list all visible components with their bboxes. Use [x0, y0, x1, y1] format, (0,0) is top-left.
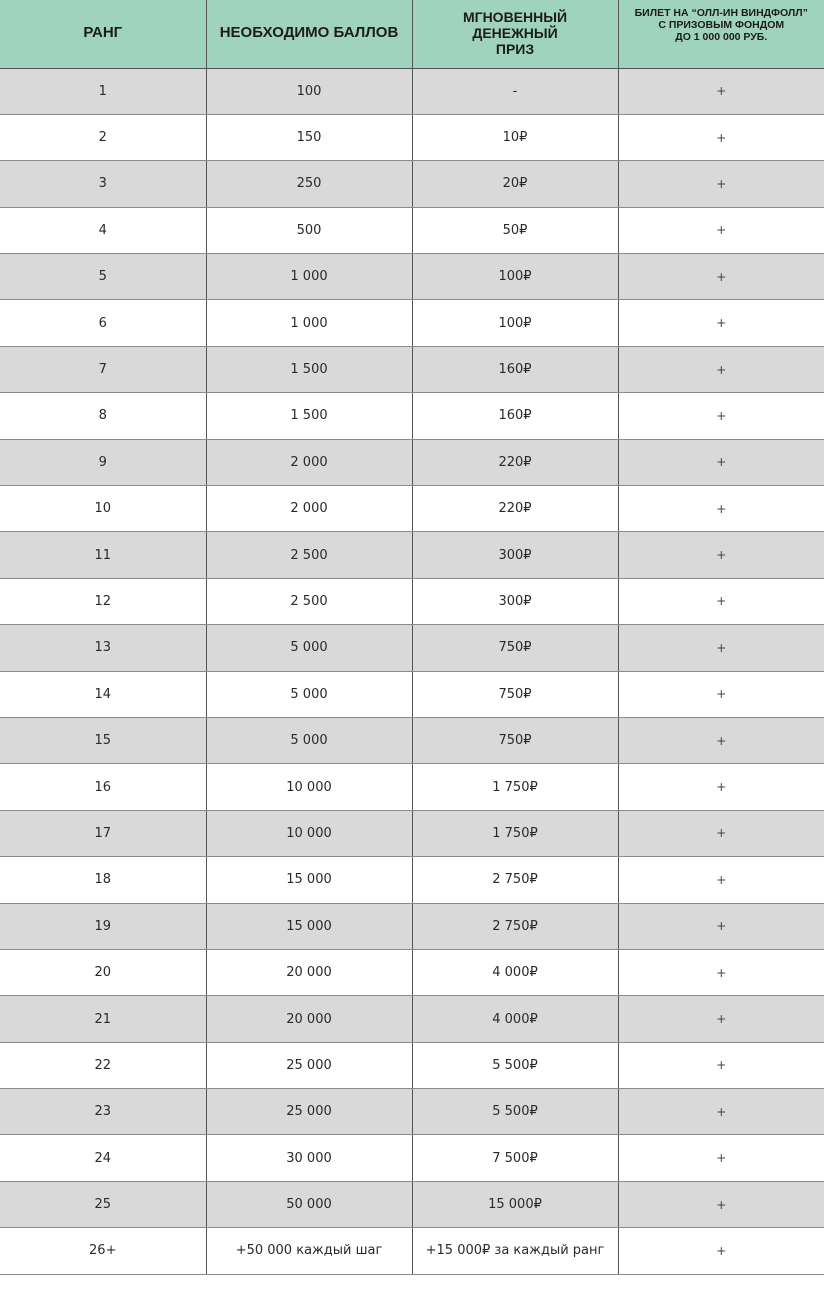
table-row [0, 1181, 824, 1227]
table-row [0, 161, 824, 207]
table-body [0, 68, 824, 1274]
header-row [0, 0, 824, 68]
table-row [0, 764, 824, 810]
table-header [0, 0, 824, 68]
rank-cell: 10 [0, 486, 206, 532]
table-row [0, 300, 824, 346]
table-row [0, 625, 824, 671]
table-row [0, 393, 824, 439]
header-instant-cash-prize [412, 0, 618, 68]
ticket-cell: + [618, 671, 824, 717]
table-row [0, 439, 824, 485]
prize-cell: - [412, 68, 618, 114]
table-row [0, 1042, 824, 1088]
points-cell: 20 000 [206, 949, 412, 995]
prize-cell: 100₽ [412, 254, 618, 300]
table-row [0, 114, 824, 160]
rank-cell: 19 [0, 903, 206, 949]
rank-cell: 1 [0, 68, 206, 114]
points-cell: 15 000 [206, 903, 412, 949]
ticket-cell: + [618, 486, 824, 532]
prize-cell: 2 750₽ [412, 857, 618, 903]
rank-cell: 18 [0, 857, 206, 903]
points-cell: +50 000 каждый шаг [206, 1228, 412, 1274]
table-row [0, 346, 824, 392]
points-cell: 50 000 [206, 1181, 412, 1227]
rank-cell: 9 [0, 439, 206, 485]
rank-cell: 24 [0, 1135, 206, 1181]
rank-cell: 22 [0, 1042, 206, 1088]
prize-cell: 750₽ [412, 625, 618, 671]
points-cell: 2 000 [206, 439, 412, 485]
rank-cell: 4 [0, 207, 206, 253]
prize-cell: 15 000₽ [412, 1181, 618, 1227]
prize-cell: 2 750₽ [412, 903, 618, 949]
prize-cell: 300₽ [412, 532, 618, 578]
points-cell: 250 [206, 161, 412, 207]
points-cell: 5 000 [206, 625, 412, 671]
table-row [0, 68, 824, 114]
ticket-cell: + [618, 1089, 824, 1135]
points-cell: 1 000 [206, 300, 412, 346]
ticket-cell: + [618, 625, 824, 671]
table-row [0, 857, 824, 903]
ticket-cell: + [618, 532, 824, 578]
ticket-cell: + [618, 717, 824, 763]
table-row [0, 1228, 824, 1274]
prize-cell: 750₽ [412, 717, 618, 763]
ticket-cell: + [618, 300, 824, 346]
prize-cell: 5 500₽ [412, 1042, 618, 1088]
rank-cell: 7 [0, 346, 206, 392]
rank-cell: 23 [0, 1089, 206, 1135]
prize-cell: 220₽ [412, 486, 618, 532]
prize-cell: 5 500₽ [412, 1089, 618, 1135]
rank-cell: 13 [0, 625, 206, 671]
points-cell: 25 000 [206, 1042, 412, 1088]
header-points-required: НЕОБХОДИМО БАЛЛОВ [206, 0, 412, 68]
ticket-cell: + [618, 578, 824, 624]
table-row [0, 532, 824, 578]
table-row [0, 671, 824, 717]
prize-cell: 50₽ [412, 207, 618, 253]
points-cell: 10 000 [206, 810, 412, 856]
points-cell: 1 000 [206, 254, 412, 300]
table-row [0, 486, 824, 532]
ticket-cell: + [618, 996, 824, 1042]
ticket-cell: + [618, 393, 824, 439]
prize-cell: 300₽ [412, 578, 618, 624]
header-ticket-line: ДО 1 000 000 РУБ. [675, 30, 768, 43]
rank-cell: 14 [0, 671, 206, 717]
prize-cell: 160₽ [412, 346, 618, 392]
rank-cell: 5 [0, 254, 206, 300]
rank-cell: 15 [0, 717, 206, 763]
ticket-cell: + [618, 68, 824, 114]
ticket-cell: + [618, 764, 824, 810]
rank-cell: 6 [0, 300, 206, 346]
prize-cell: 100₽ [412, 300, 618, 346]
ticket-cell: + [618, 346, 824, 392]
header-rank: РАНГ [0, 0, 206, 68]
prize-cell: 4 000₽ [412, 996, 618, 1042]
prize-cell: +15 000₽ за каждый ранг [412, 1228, 618, 1274]
prize-cell: 20₽ [412, 161, 618, 207]
rank-cell: 11 [0, 532, 206, 578]
prize-cell: 1 750₽ [412, 764, 618, 810]
ticket-cell: + [618, 1042, 824, 1088]
table-row [0, 1135, 824, 1181]
table-row [0, 810, 824, 856]
ticket-cell: + [618, 1228, 824, 1274]
rank-cell: 16 [0, 764, 206, 810]
ticket-cell: + [618, 903, 824, 949]
prize-cell: 220₽ [412, 439, 618, 485]
ticket-cell: + [618, 857, 824, 903]
points-cell: 2 000 [206, 486, 412, 532]
rank-cell: 2 [0, 114, 206, 160]
ticket-cell: + [618, 254, 824, 300]
rank-cell: 21 [0, 996, 206, 1042]
ticket-cell: + [618, 949, 824, 995]
ticket-cell: + [618, 810, 824, 856]
table-row [0, 254, 824, 300]
rank-cell: 8 [0, 393, 206, 439]
table-row [0, 1089, 824, 1135]
points-cell: 15 000 [206, 857, 412, 903]
prize-cell: 1 750₽ [412, 810, 618, 856]
ticket-cell: + [618, 161, 824, 207]
rank-cell: 26+ [0, 1228, 206, 1274]
rank-cell: 17 [0, 810, 206, 856]
rank-cell: 20 [0, 949, 206, 995]
points-cell: 100 [206, 68, 412, 114]
table-row [0, 717, 824, 763]
table-row [0, 903, 824, 949]
table-row [0, 996, 824, 1042]
ticket-cell: + [618, 1135, 824, 1181]
points-cell: 1 500 [206, 393, 412, 439]
header-prize-line: ПРИЗ [495, 40, 535, 57]
header-ticket-line: С ПРИЗОВЫМ ФОНДОМ [658, 18, 785, 31]
ticket-cell: + [618, 207, 824, 253]
ticket-cell: + [618, 114, 824, 160]
points-cell: 500 [206, 207, 412, 253]
prize-cell: 160₽ [412, 393, 618, 439]
header-ticket-line: БИЛЕТ НА “ОЛЛ-ИН ВИНДФОЛЛ” [634, 7, 808, 19]
prize-cell: 7 500₽ [412, 1135, 618, 1181]
points-cell: 5 000 [206, 671, 412, 717]
header-prize-line: ДЕНЕЖНЫЙ [472, 24, 558, 41]
header-prize-line: МГНОВЕННЫЙ [462, 9, 568, 26]
ticket-cell: + [618, 1181, 824, 1227]
points-cell: 1 500 [206, 346, 412, 392]
prize-cell: 10₽ [412, 114, 618, 160]
table-row [0, 207, 824, 253]
points-cell: 150 [206, 114, 412, 160]
points-cell: 20 000 [206, 996, 412, 1042]
rank-cell: 3 [0, 161, 206, 207]
points-cell: 30 000 [206, 1135, 412, 1181]
prize-cell: 4 000₽ [412, 949, 618, 995]
table-row [0, 578, 824, 624]
rank-cell: 25 [0, 1181, 206, 1227]
prize-cell: 750₽ [412, 671, 618, 717]
table-row [0, 949, 824, 995]
points-cell: 5 000 [206, 717, 412, 763]
rank-cell: 12 [0, 578, 206, 624]
points-cell: 2 500 [206, 578, 412, 624]
header-tournament-ticket [618, 0, 824, 68]
ticket-cell: + [618, 439, 824, 485]
points-cell: 10 000 [206, 764, 412, 810]
points-cell: 2 500 [206, 532, 412, 578]
points-cell: 25 000 [206, 1089, 412, 1135]
